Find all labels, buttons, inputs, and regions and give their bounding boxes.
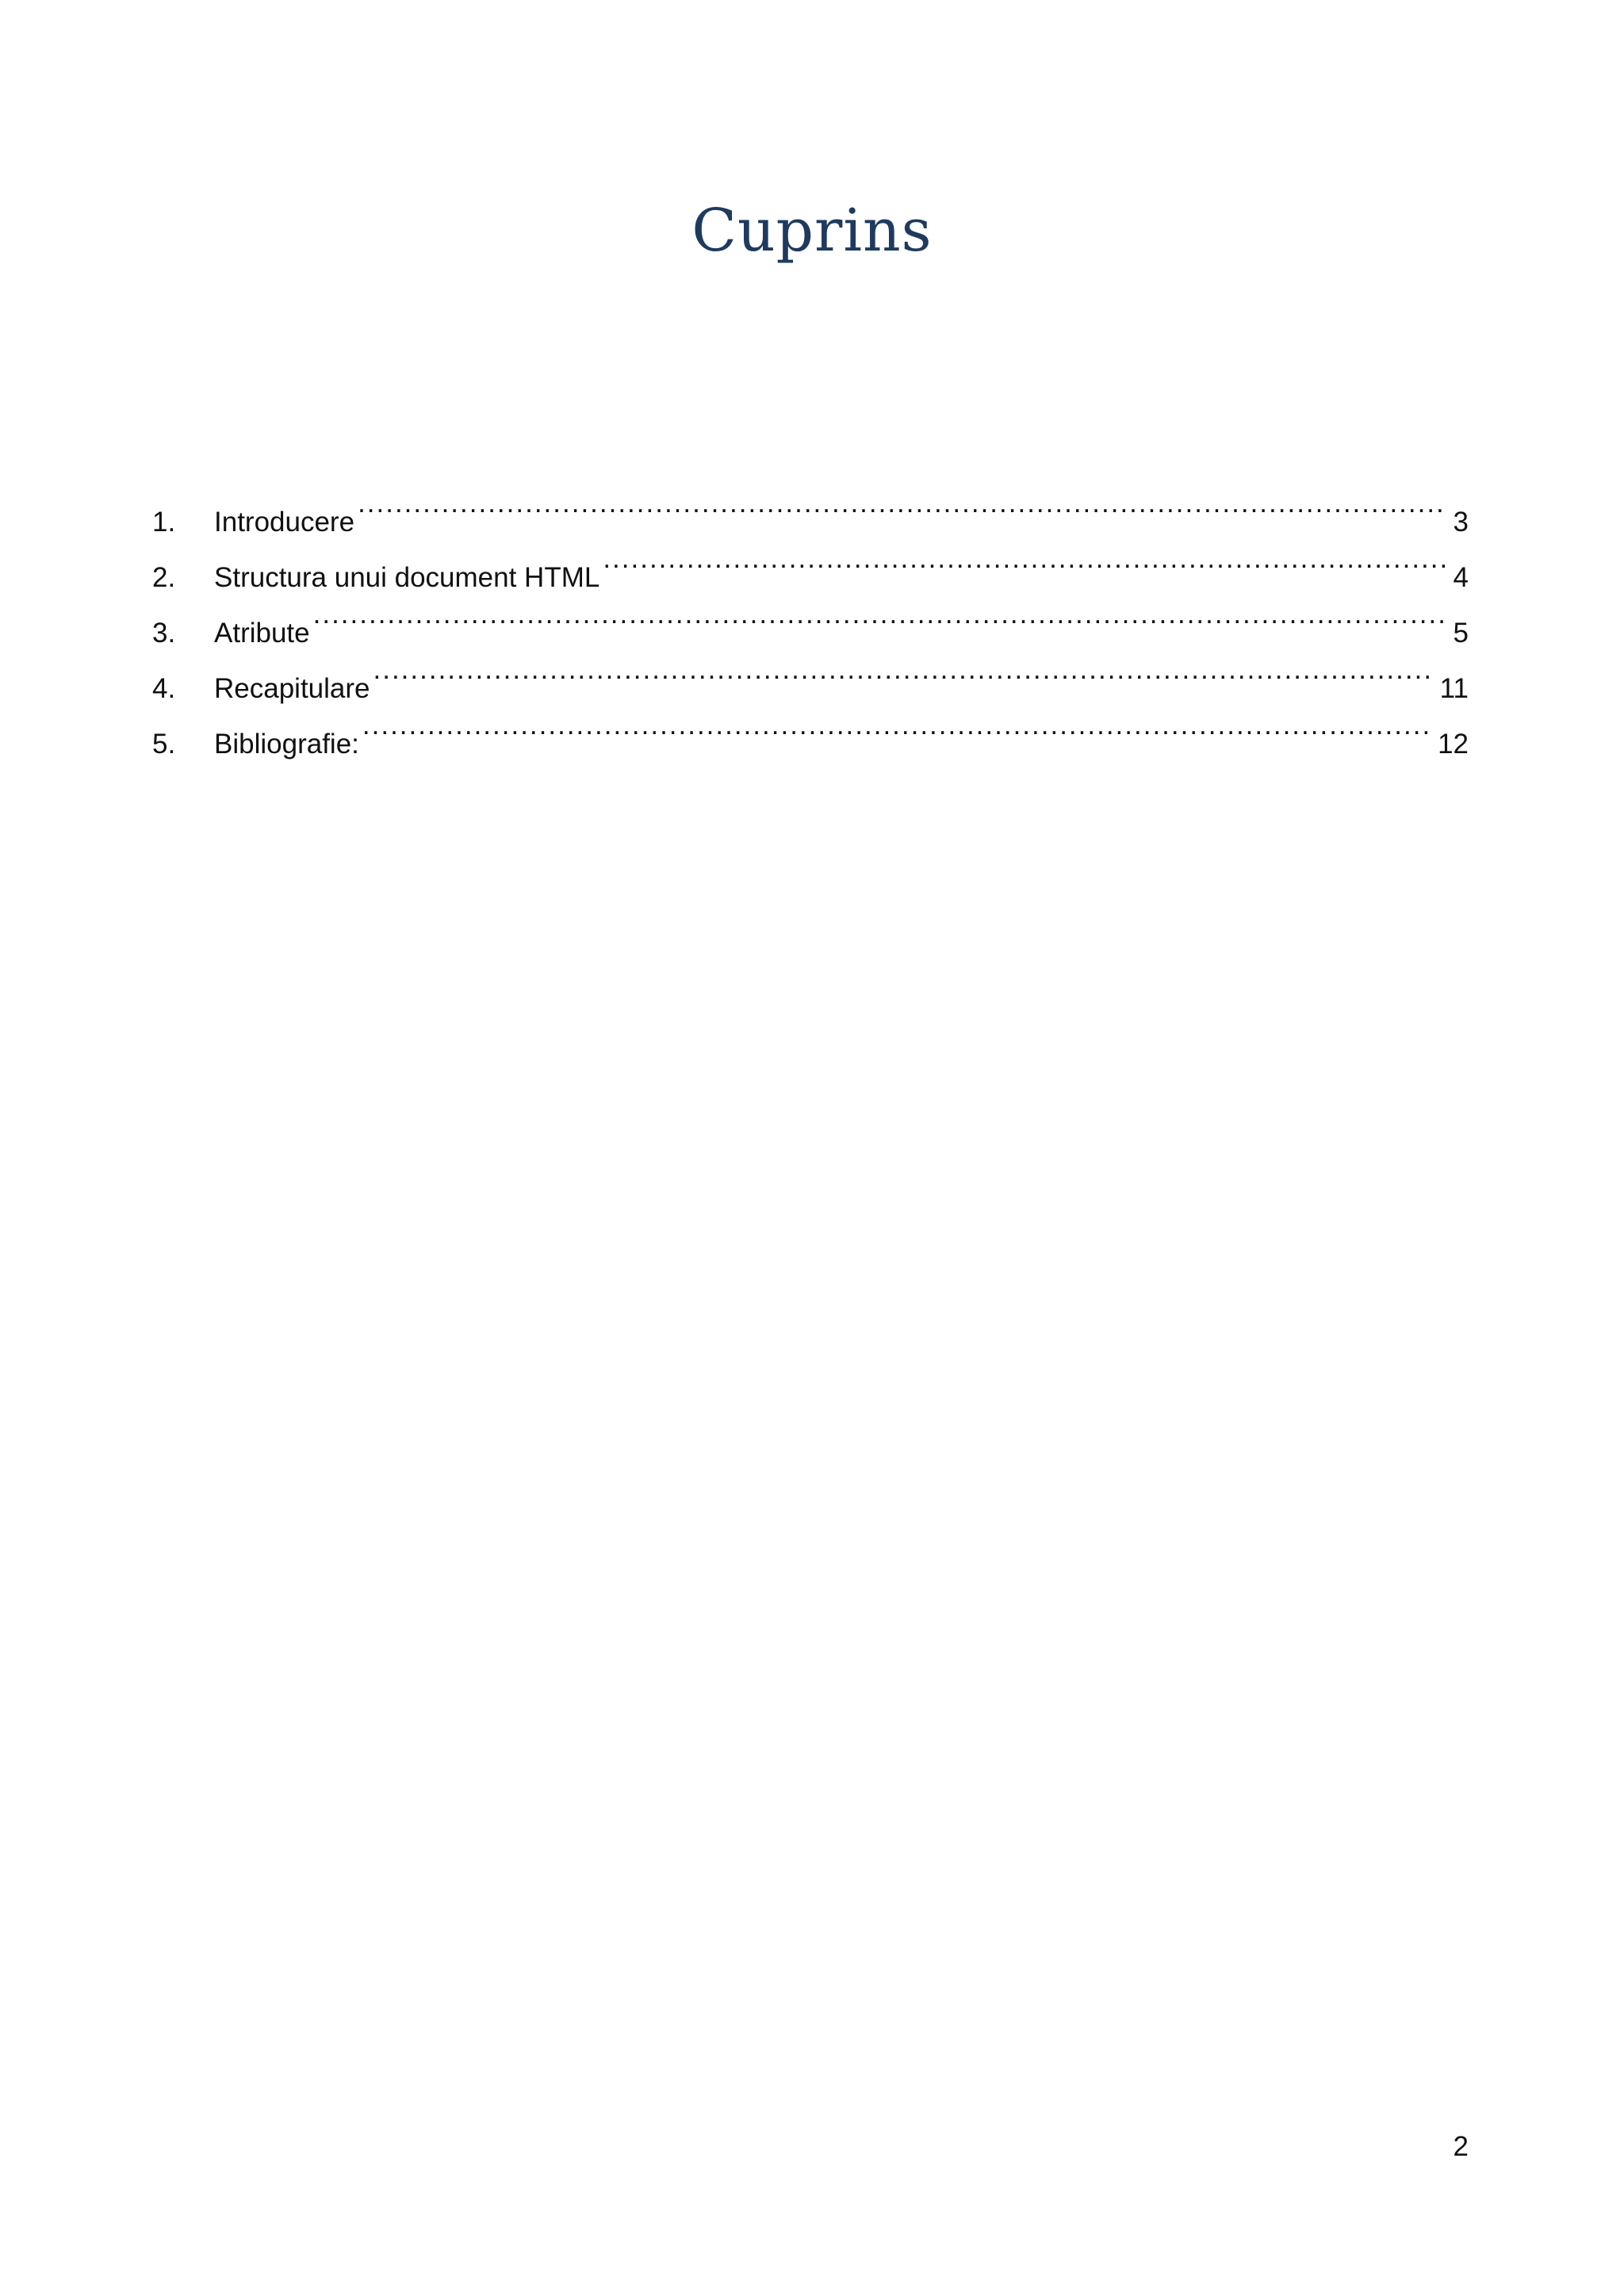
toc-entry-page[interactable]: 5 xyxy=(1453,618,1469,649)
toc-entry-number: 4. xyxy=(152,673,176,704)
toc-entry-page[interactable]: 11 xyxy=(1439,673,1469,704)
toc-entry-page[interactable]: 3 xyxy=(1453,507,1469,538)
toc-entry-label[interactable]: Introducere xyxy=(214,507,355,538)
toc-entry-label[interactable]: Bibliografie: xyxy=(214,729,359,760)
page-number: 2 xyxy=(1453,2131,1469,2162)
dot-leader xyxy=(358,476,1446,531)
toc-entry-page[interactable]: 12 xyxy=(1438,729,1469,760)
dot-leader xyxy=(373,642,1434,698)
toc-entry-number: 5. xyxy=(152,729,176,760)
toc-entry-label[interactable]: Recapitulare xyxy=(214,673,370,704)
toc-entry[interactable] xyxy=(152,587,1469,649)
dot-leader xyxy=(313,587,1447,642)
toc-entry-number: 1. xyxy=(152,507,176,538)
dot-leader xyxy=(362,698,1431,753)
dot-leader xyxy=(603,531,1446,587)
toc-entry-label[interactable]: Atribute xyxy=(214,618,310,649)
toc-entry[interactable] xyxy=(152,642,1469,704)
toc-entry-number: 2. xyxy=(152,562,176,593)
toc-entry-label[interactable]: Structura unui document HTML xyxy=(214,562,600,593)
toc-entry-page[interactable]: 4 xyxy=(1453,562,1469,593)
toc-entry[interactable] xyxy=(152,698,1469,760)
toc-entry[interactable] xyxy=(152,476,1469,538)
table-of-contents xyxy=(152,476,1469,760)
page-title: Cuprins xyxy=(691,197,933,265)
toc-entry[interactable] xyxy=(152,531,1469,593)
toc-entry-number: 3. xyxy=(152,618,176,649)
